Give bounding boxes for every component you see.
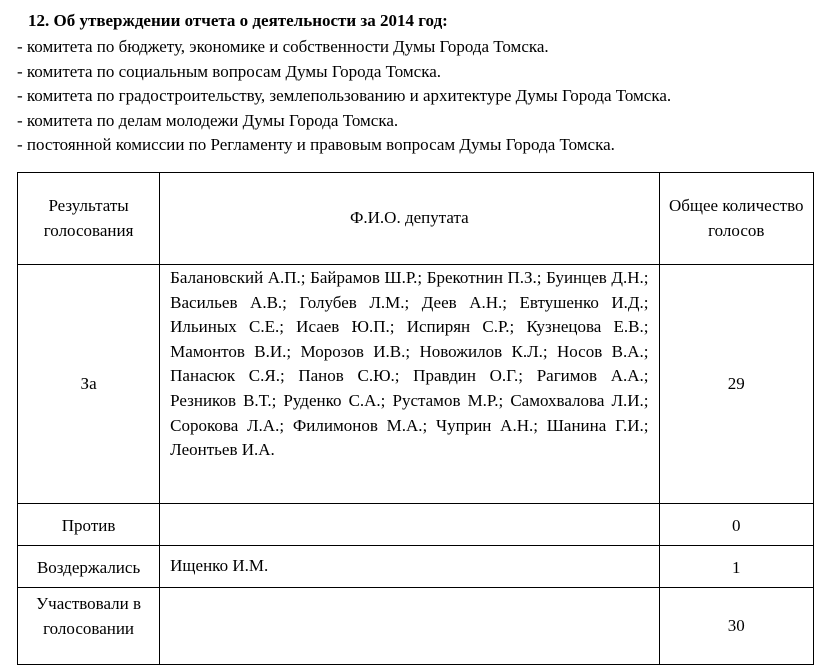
table-header-row [18, 173, 814, 265]
vote-count: 1 [659, 546, 814, 588]
result-label: За [18, 265, 160, 504]
list-item: - комитета по делам молодежи Думы Города Томска. [17, 110, 399, 130]
header-total-votes: Общее количество голосов [659, 173, 814, 265]
voting-results-table [17, 172, 814, 665]
result-label: Воздержались [18, 546, 160, 588]
vote-count: 29 [659, 265, 814, 504]
result-label: Против [18, 504, 160, 546]
table-row-for [18, 265, 814, 504]
header-results: Результаты голосования [18, 173, 160, 265]
deputy-names [160, 588, 659, 665]
result-label: Участвовали в голосовании [18, 588, 160, 665]
deputy-names [160, 504, 659, 546]
section-heading: 12. Об утверждении отчета о деятельности за 2014 год: [28, 11, 448, 30]
report-list [17, 35, 671, 158]
deputy-names: Ищенко И.М. [160, 546, 659, 588]
vote-count: 30 [659, 588, 814, 665]
deputy-names: Балановский А.П.; Байрамов Ш.Р.; Брекотнин П.З.; Буинцев Д.Н.; Васильев А.В.; Голубев Л.М.; Деев А.Н.; Евтушенко И.Д.; Ильиных С.Е.; Исаев Ю.П.; Испирян С.Р.; Кузнецова Е.В.; Мамонтов В.И.; Морозов И.В.; Новожилов К.Л.; Носов В.А.; Панасюк С.Я.; Панов С.Ю.; Правдин О.Г.; Рагимов А.А.; Резников В.Т.; Руденко С.А.; Рустамов М.Р.; Самохвалова Л.И.; Сорокова Л.А.; Филимонов М.А.; Чуприн А.Н.; Шанина Г.И.; Леонтьев И.А. [160, 265, 659, 504]
list-item: - комитета по бюджету, экономике и собственности Думы Города Томска. [17, 37, 549, 56]
list-item: - постоянной комиссии по Регламенту и правовым вопросам Думы Города Томска. [17, 135, 615, 155]
header-deputy-name: Ф.И.О. депутата [160, 173, 659, 265]
table-row-participated [18, 588, 814, 665]
list-item: - комитета по градостроительству, землепользованию и архитектуре Думы Города Томска. [17, 86, 672, 106]
table-row-against [18, 504, 814, 546]
list-item: - комитета по социальным вопросам Думы Города Томска. [17, 61, 442, 81]
vote-count: 0 [659, 504, 814, 546]
table-row-abstained [18, 546, 814, 588]
